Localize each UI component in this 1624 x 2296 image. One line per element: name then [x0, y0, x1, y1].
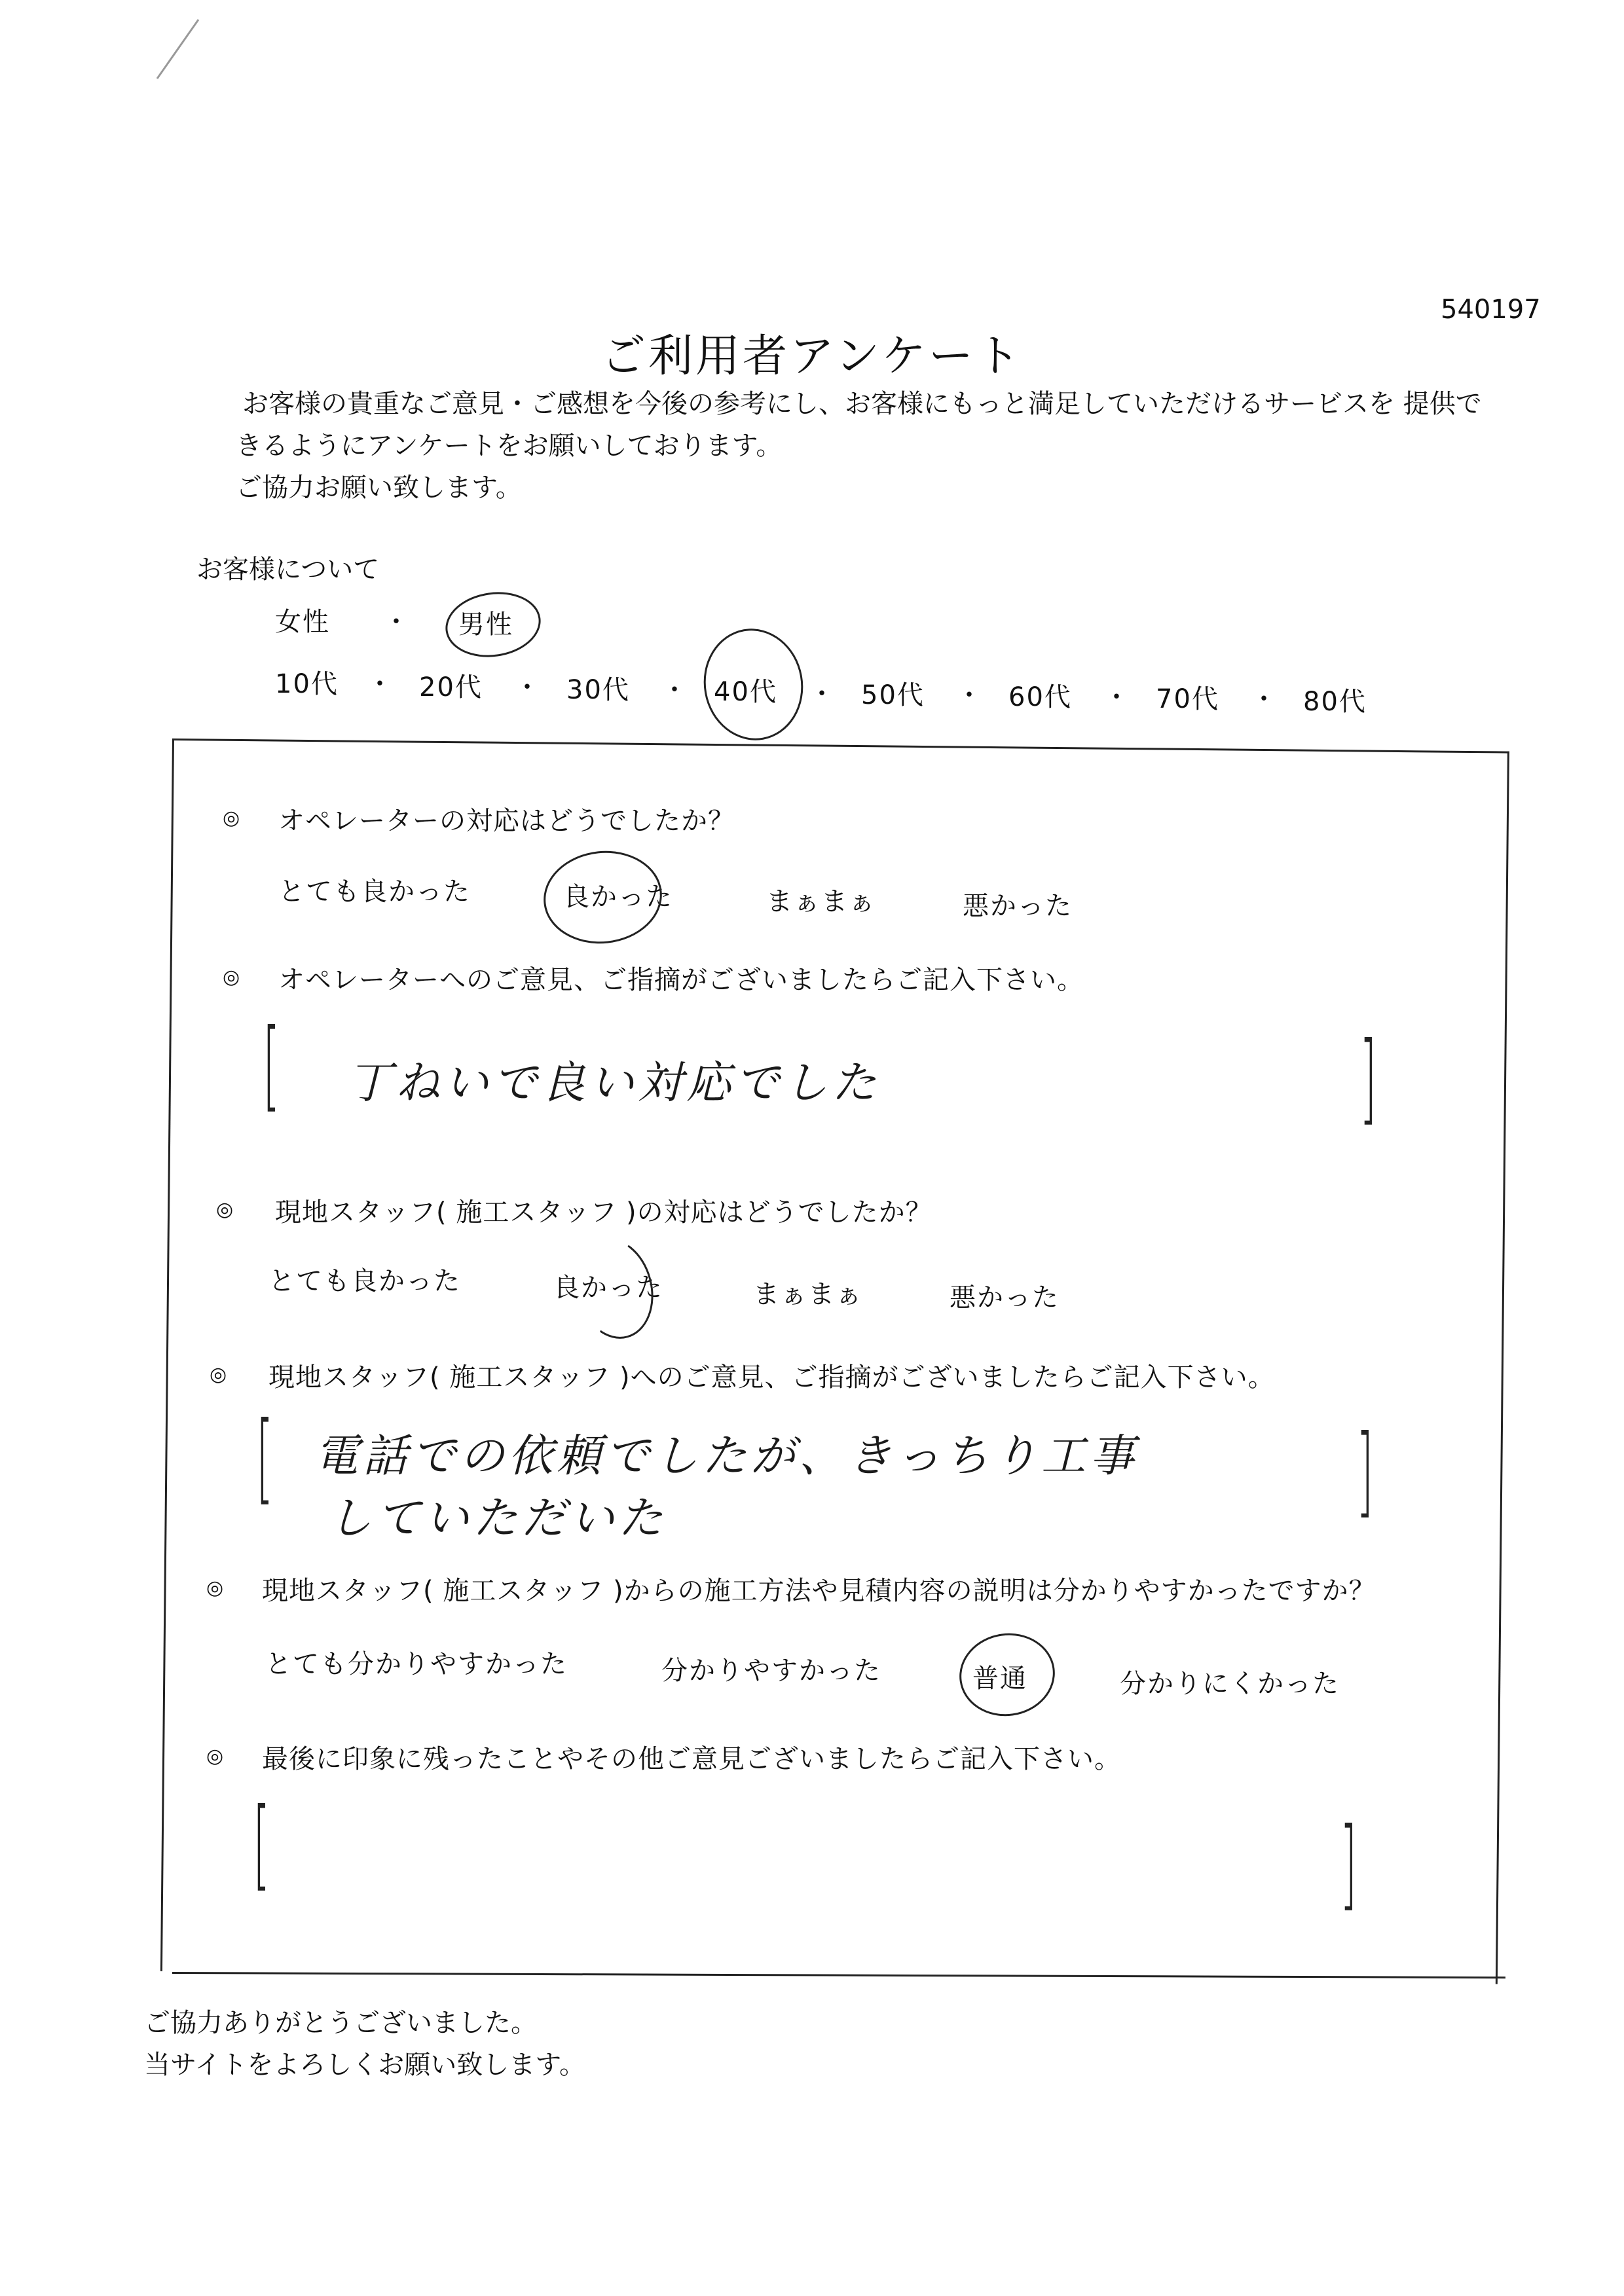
gender-separator: ・	[383, 607, 411, 637]
q5-option-very-clear[interactable]: とても分かりやすかった	[265, 1649, 568, 1679]
question-bullet: ◎	[206, 1576, 224, 1599]
q1-option-good[interactable]: 良かった	[563, 882, 673, 912]
customer-section-label: お客様について	[196, 555, 380, 585]
answer-bracket-open: [	[253, 1787, 270, 1901]
question-4-text: 現地スタッフ( 施工スタッフ )へのご意見、ご指摘がございましたらご記入下さい。	[268, 1362, 1275, 1393]
question-1-text: オペレーターの対応はどうでしたか？	[278, 806, 735, 836]
gender-option-male[interactable]: 男性	[458, 610, 513, 640]
age-option-40s[interactable]: 40代	[714, 677, 777, 707]
question-2-text: オペレーターへのご意見、ご指摘がございましたらご記入下さい。	[278, 965, 1084, 995]
q5-option-normal[interactable]: 普通	[972, 1664, 1027, 1694]
intro-line: お客様の貴重なご意見・ご感想を今後の参考にし、お客様にもっと満足していただけるサービスを 提供で	[242, 389, 1482, 419]
q3-option-so-so[interactable]: まぁまぁ	[753, 1279, 863, 1309]
age-separator: ・	[1251, 684, 1278, 714]
closing-line: 当サイトをよろしくお願い致します。	[144, 2050, 585, 2080]
q5-option-unclear[interactable]: 分かりにくかった	[1120, 1669, 1340, 1699]
closing-line: ご協力ありがとうございました。	[144, 2008, 537, 2038]
intro-text	[236, 383, 1482, 509]
age-option-60s[interactable]: 60代	[1008, 682, 1072, 712]
q1-option-very-good[interactable]: とても良かった	[278, 877, 471, 907]
q3-option-good[interactable]: 良かった	[553, 1273, 663, 1303]
age-option-10s[interactable]: 10代	[275, 669, 339, 699]
age-separator: ・	[514, 672, 542, 702]
q1-option-bad[interactable]: 悪かった	[963, 891, 1073, 921]
closing-text	[144, 2002, 585, 2086]
age-option-70s[interactable]: 70代	[1156, 684, 1219, 714]
q1-option-so-so[interactable]: まぁまぁ	[766, 886, 876, 917]
q3-option-very-good[interactable]: とても良かった	[268, 1266, 461, 1296]
answer-bracket-open: [	[263, 1008, 280, 1122]
age-separator: ・	[956, 680, 984, 710]
question-5-text: 現地スタッフ( 施工スタッフ )からの施工方法や見積内容の説明は分かりやすかったですか？	[262, 1576, 1376, 1606]
question-bullet: ◎	[210, 1363, 227, 1386]
question-bullet: ◎	[206, 1745, 224, 1768]
age-option-80s[interactable]: 80代	[1303, 687, 1367, 717]
question-bullet: ◎	[223, 966, 240, 989]
answer-bracket-close: ]	[1340, 1807, 1357, 1921]
question-bullet: ◎	[223, 807, 240, 829]
intro-line: ご協力お願い致します。	[236, 473, 522, 503]
age-option-30s[interactable]: 30代	[566, 675, 630, 705]
age-separator: ・	[367, 669, 394, 699]
q3-option-bad[interactable]: 悪かった	[950, 1283, 1060, 1313]
answer-bracket-close: ]	[1359, 1021, 1377, 1135]
scan-artifact	[157, 19, 200, 79]
question-6-text: 最後に印象に残ったことやその他ご意見ございましたらご記入下さい。	[262, 1744, 1121, 1774]
intro-line: きるようにアンケートをお願いしております。	[236, 431, 783, 461]
gender-option-female[interactable]: 女性	[275, 607, 330, 637]
age-option-50s[interactable]: 50代	[861, 680, 925, 710]
question-bullet: ◎	[216, 1198, 234, 1221]
selection-circle-gender	[441, 586, 545, 663]
age-separator: ・	[661, 675, 689, 705]
q5-option-clear[interactable]: 分かりやすかった	[661, 1656, 881, 1686]
q2-handwritten-answer[interactable]: 丁ねいで良い対応でした	[347, 1057, 881, 1109]
question-3-text: 現地スタッフ( 施工スタッフ )の対応はどうでしたか？	[275, 1197, 932, 1228]
answer-bracket-close: ]	[1356, 1414, 1374, 1528]
age-separator: ・	[1103, 682, 1131, 712]
document-id-number: 540197	[1441, 295, 1541, 325]
age-separator: ・	[809, 679, 836, 709]
q4-handwritten-answer-line-2[interactable]: していただいた	[327, 1493, 667, 1544]
q4-handwritten-answer-line-1[interactable]: 電話での依頼でしたが、きっちり工事	[314, 1430, 1139, 1482]
selection-circle-age	[695, 621, 811, 748]
answer-bracket-open: [	[256, 1401, 274, 1515]
survey-title: ご利用者アンケート	[601, 331, 1023, 382]
age-option-20s[interactable]: 20代	[419, 672, 483, 702]
